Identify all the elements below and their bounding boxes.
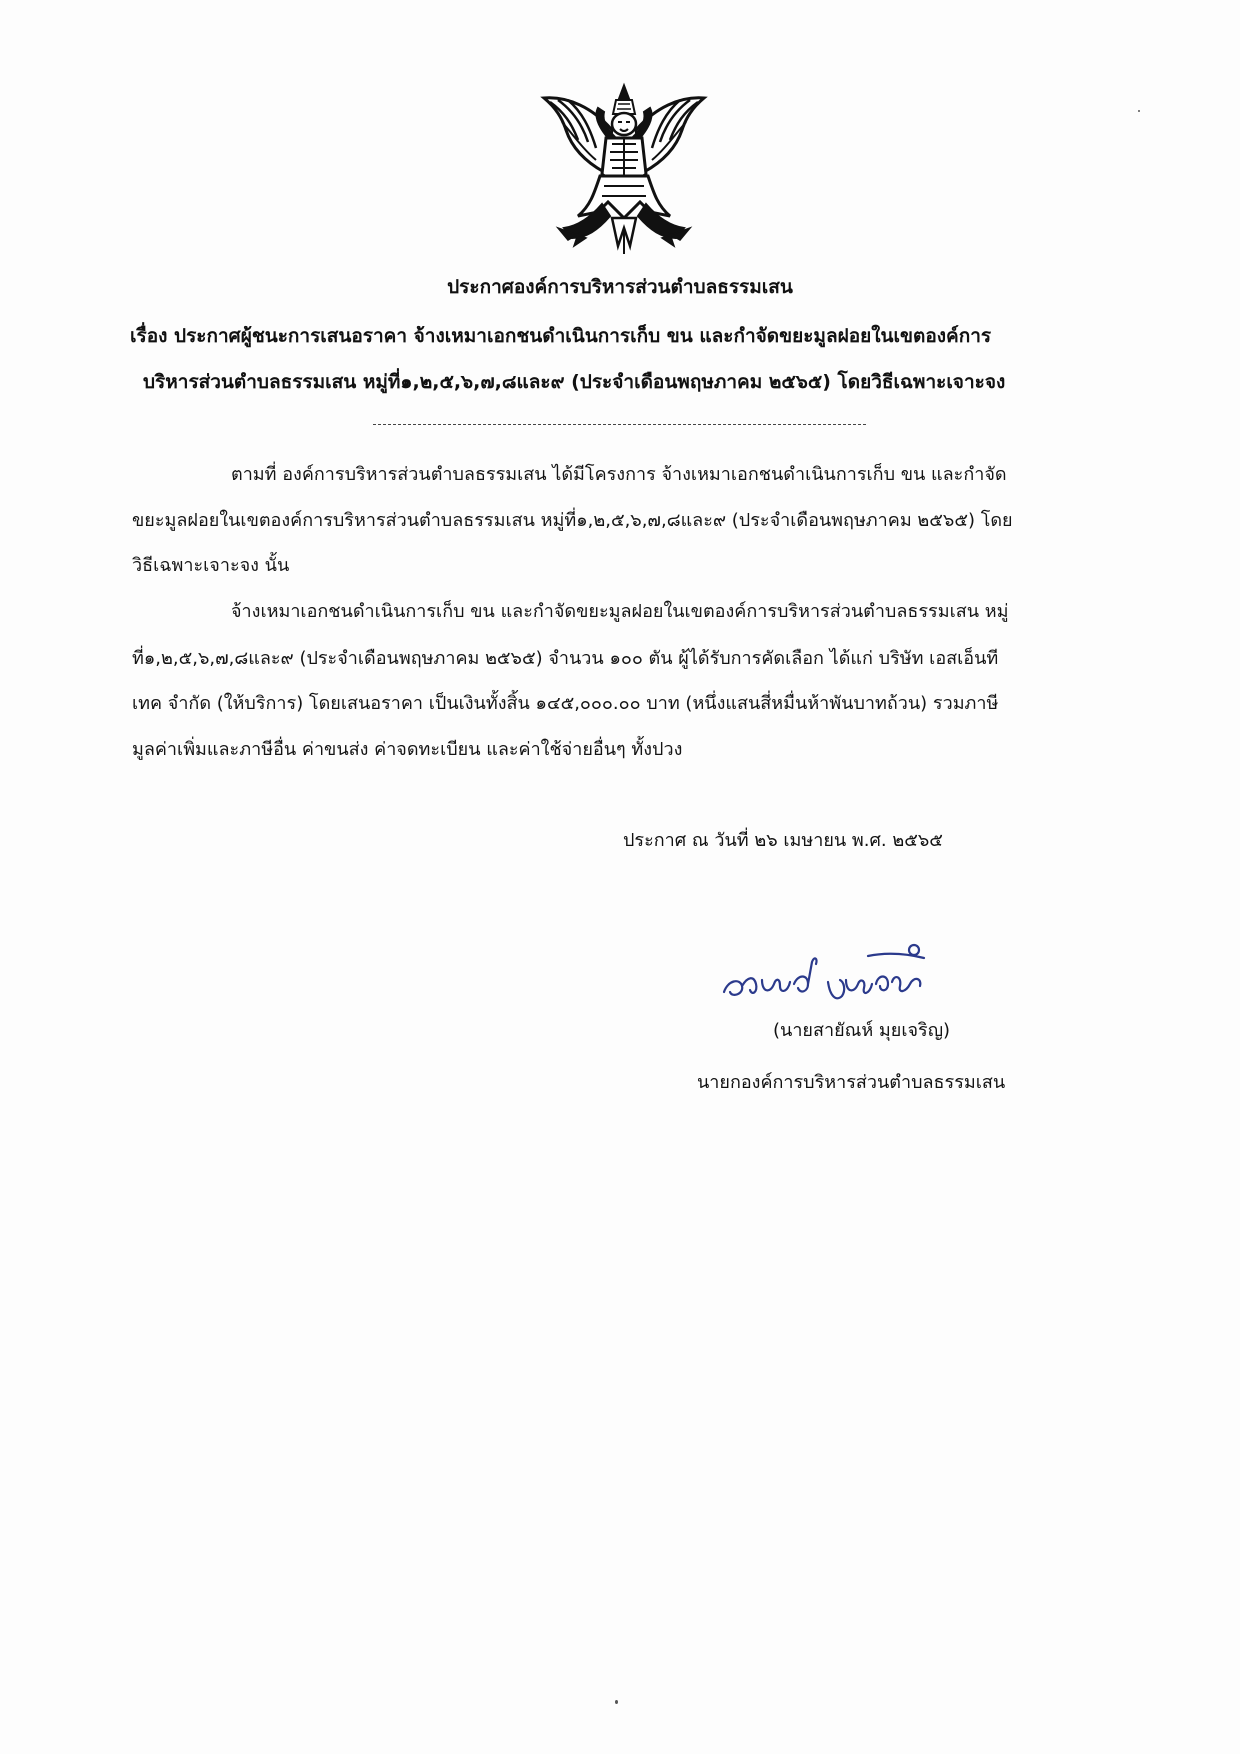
document-title: ประกาศองค์การบริหารส่วนตำบลธรรมเสน xyxy=(447,276,793,298)
signer-position: นายกองค์การบริหารส่วนตำบลธรรมเสน xyxy=(697,1072,1006,1093)
paragraph-2-line-3: เทค จำกัด (ให้บริการ) โดยเสนอราคา เป็นเงินทั้งสิ้น ๑๔๕,๐๐๐.๐๐ บาท (หนึ่งแสนสี่หมื่นห้าพันบาทถ้วน) รวมภาษี xyxy=(132,693,999,714)
garuda-emblem-icon xyxy=(538,78,710,256)
paper-speck xyxy=(1138,110,1140,112)
paragraph-2-line-1: จ้างเหมาเอกชนดำเนินการเก็บ ขน และกำจัดขยะมูลฝอยในเขตองค์การบริหารส่วนตำบลธรรมเสน หมู่ xyxy=(231,601,1009,622)
subject-line-2: บริหารส่วนตำบลธรรมเสน หมู่ที่๑,๒,๕,๖,๗,๘และ๙ (ประจำเดือนพฤษภาคม ๒๕๖๕) โดยวิธีเฉพาะเจาะจง xyxy=(143,371,1006,393)
paragraph-2-line-2: ที่๑,๒,๕,๖,๗,๘และ๙ (ประจำเดือนพฤษภาคม ๒๕๖๕) จำนวน ๑๐๐ ตัน ผู้ได้รับการคัดเลือก ได้แก่ บริษัท เอสเอ็นที xyxy=(132,648,999,669)
subject-line-1: เรื่อง ประกาศผู้ชนะการเสนอราคา จ้างเหมาเอกชนดำเนินการเก็บ ขน และกำจัดขยะมูลฝอยในเขตองค์การ xyxy=(130,325,992,347)
handwritten-signature xyxy=(718,940,948,1010)
paragraph-1-line-2: ขยะมูลฝอยในเขตองค์การบริหารส่วนตำบลธรรมเสน หมู่ที่๑,๒,๕,๖,๗,๘และ๙ (ประจำเดือนพฤษภาคม ๒๕๖๕) โดย xyxy=(132,510,1013,531)
title-divider xyxy=(373,424,866,425)
signer-name: (นายสายัณห์ มุยเจริญ) xyxy=(773,1020,951,1041)
paragraph-1-line-1: ตามที่ องค์การบริหารส่วนตำบลธรรมเสน ได้มีโครงการ จ้างเหมาเอกชนดำเนินการเก็บ ขน และกำจัด xyxy=(231,464,1007,485)
paper-speck xyxy=(615,1700,618,1704)
announcement-date: ประกาศ ณ วันที่ ๒๖ เมษายน พ.ศ. ๒๕๖๕ xyxy=(623,830,943,851)
paragraph-2-line-4: มูลค่าเพิ่มและภาษีอื่น ค่าขนส่ง ค่าจดทะเบียน และค่าใช้จ่ายอื่นๆ ทั้งปวง xyxy=(132,739,683,760)
paragraph-1-line-3: วิธีเฉพาะเจาะจง นั้น xyxy=(132,555,290,576)
